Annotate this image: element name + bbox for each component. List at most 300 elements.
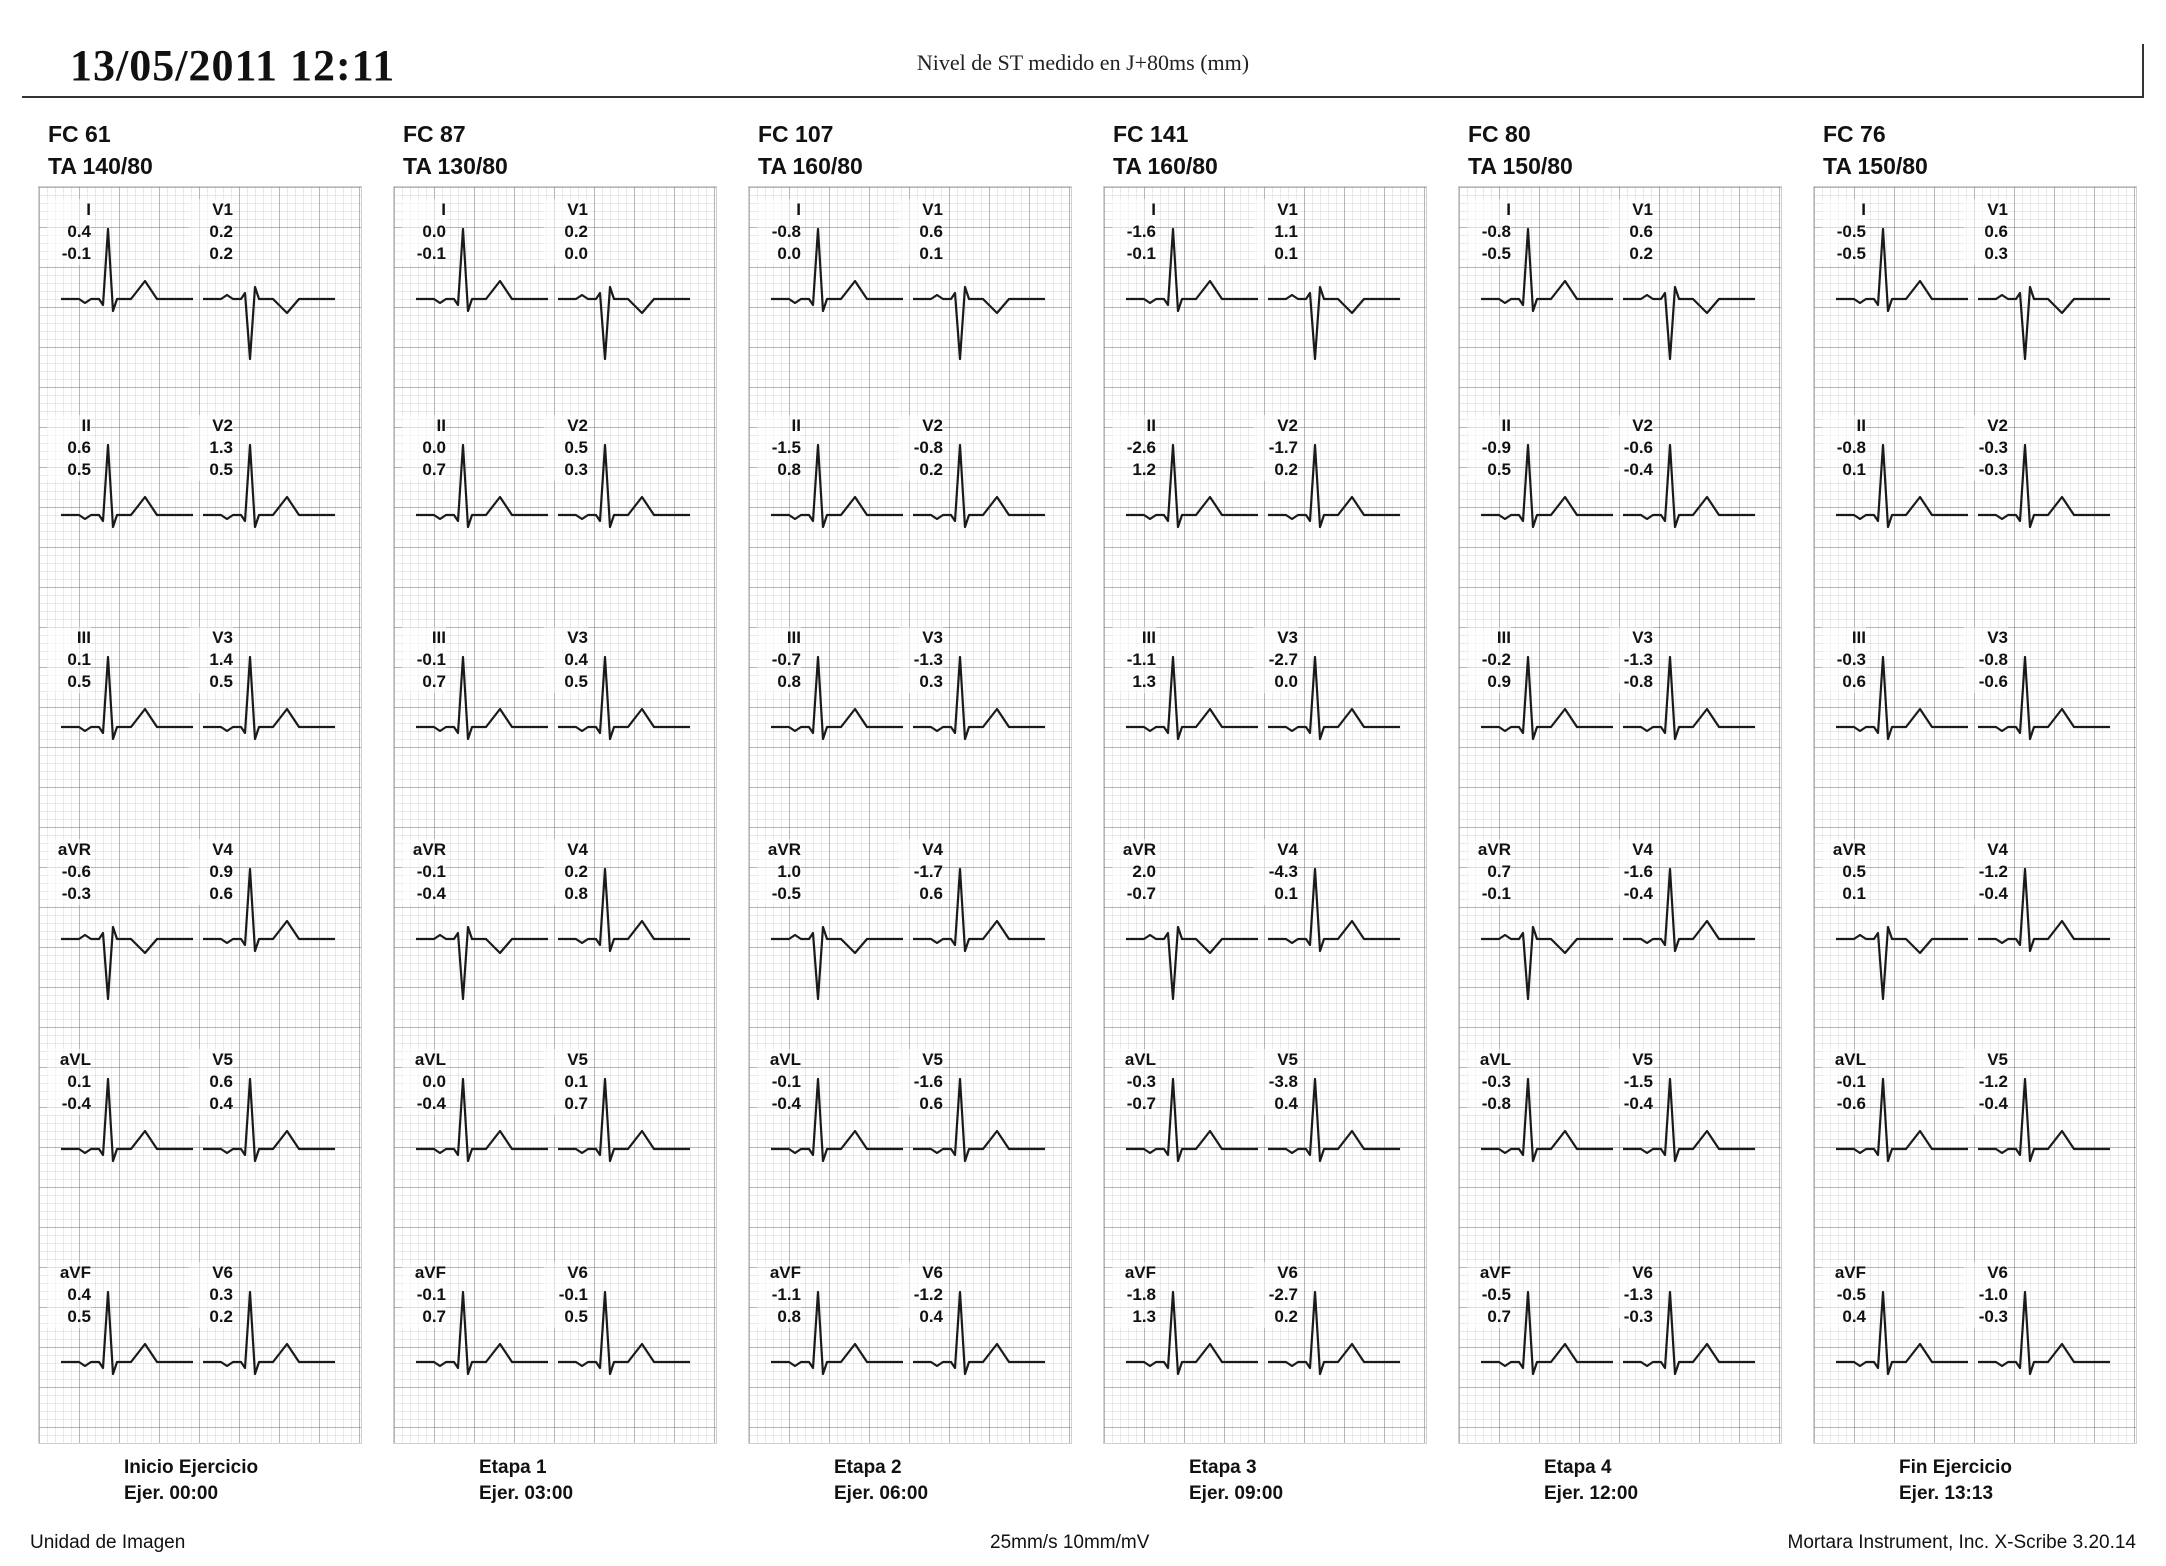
heart-rate-label: FC 76 bbox=[1823, 121, 1886, 147]
lead-ii bbox=[1467, 415, 1511, 481]
lead-i bbox=[47, 199, 91, 265]
lead-v5 bbox=[899, 1049, 943, 1115]
st-value: 0.2 bbox=[209, 244, 233, 263]
st-value: 0.0 bbox=[1274, 672, 1298, 691]
stage-name: Etapa 2 bbox=[834, 1457, 902, 1478]
lead-name: V5 bbox=[1632, 1050, 1653, 1069]
blood-pressure-label: TA 130/80 bbox=[403, 153, 508, 179]
st-value: -0.1 bbox=[771, 1072, 801, 1091]
st-value: -1.5 bbox=[771, 438, 801, 457]
lead-v5 bbox=[1609, 1049, 1653, 1115]
lead-ii bbox=[402, 415, 446, 481]
st-value: -1.1 bbox=[1126, 650, 1156, 669]
lead-name: V2 bbox=[1277, 416, 1298, 435]
lead-v3 bbox=[189, 627, 233, 693]
st-value: -1.2 bbox=[1978, 1072, 2008, 1091]
lead-name: aVF bbox=[1479, 1263, 1511, 1282]
exercise-time: Ejer. 13:13 bbox=[1899, 1483, 1994, 1504]
st-value: 0.7 bbox=[1487, 1307, 1511, 1326]
lead-name: V1 bbox=[1277, 200, 1298, 219]
st-value: -0.6 bbox=[1623, 438, 1653, 457]
st-value: -0.1 bbox=[1836, 1072, 1866, 1091]
st-value: -0.7 bbox=[1126, 1094, 1156, 1113]
heart-rate-label: FC 80 bbox=[1468, 121, 1531, 147]
st-value: 0.1 bbox=[1842, 884, 1866, 903]
lead-name: II bbox=[791, 416, 801, 435]
lead-name: I bbox=[441, 200, 446, 219]
stage-column bbox=[740, 0, 1068, 1566]
st-value: 0.7 bbox=[422, 672, 446, 691]
st-value: -0.1 bbox=[416, 244, 446, 263]
blood-pressure-label: TA 160/80 bbox=[758, 153, 863, 179]
stage-column bbox=[1805, 0, 2133, 1566]
st-value: 0.6 bbox=[67, 438, 91, 457]
lead-v2 bbox=[1609, 415, 1653, 481]
st-value: 1.1 bbox=[1274, 222, 1298, 241]
st-value: 0.5 bbox=[564, 672, 588, 691]
st-value: -0.7 bbox=[771, 650, 801, 669]
lead-avf bbox=[757, 1262, 801, 1328]
lead-avl bbox=[402, 1049, 446, 1115]
lead-v2 bbox=[899, 415, 943, 481]
lead-v6 bbox=[1609, 1262, 1653, 1328]
st-measurement-title: Nivel de ST medido en J+80ms (mm) bbox=[916, 50, 1250, 75]
st-value: -0.2 bbox=[1481, 650, 1511, 669]
lead-avr bbox=[1822, 839, 1866, 905]
st-value: -0.3 bbox=[1481, 1072, 1511, 1091]
st-value: 0.3 bbox=[564, 460, 588, 479]
ecg-grid-panel bbox=[1458, 186, 1782, 1444]
lead-ii bbox=[47, 415, 91, 481]
st-value: 0.2 bbox=[919, 460, 943, 479]
stage-header bbox=[1823, 118, 1928, 182]
lead-name: V3 bbox=[1987, 628, 2008, 647]
st-value: 1.0 bbox=[777, 862, 801, 881]
st-value: 0.2 bbox=[1274, 460, 1298, 479]
ecg-grid-panel bbox=[748, 186, 1072, 1444]
ecg-traces bbox=[39, 187, 361, 1443]
st-value: 0.6 bbox=[919, 222, 943, 241]
lead-v3 bbox=[1254, 627, 1298, 693]
st-value: 0.5 bbox=[67, 460, 91, 479]
stage-header bbox=[1113, 118, 1218, 182]
lead-name: I bbox=[1506, 200, 1511, 219]
st-value: 0.9 bbox=[1487, 672, 1511, 691]
st-value: -0.8 bbox=[1481, 1094, 1511, 1113]
lead-name: V4 bbox=[922, 840, 943, 859]
lead-v2 bbox=[1964, 415, 2008, 481]
st-value: 0.2 bbox=[564, 222, 588, 241]
st-value: 0.5 bbox=[67, 672, 91, 691]
lead-v2 bbox=[544, 415, 588, 481]
heart-rate-label: FC 61 bbox=[48, 121, 111, 147]
lead-v1 bbox=[544, 199, 588, 265]
lead-name: V2 bbox=[567, 416, 588, 435]
lead-v4 bbox=[1609, 839, 1653, 905]
st-value: -0.1 bbox=[558, 1285, 588, 1304]
lead-name: aVL bbox=[1834, 1050, 1866, 1069]
st-value: -1.1 bbox=[771, 1285, 801, 1304]
st-value: 1.3 bbox=[209, 438, 233, 457]
lead-name: V4 bbox=[1987, 840, 2008, 859]
st-value: 0.8 bbox=[777, 672, 801, 691]
lead-i bbox=[1467, 199, 1511, 265]
lead-v5 bbox=[1254, 1049, 1298, 1115]
lead-name: V3 bbox=[567, 628, 588, 647]
lead-v3 bbox=[1609, 627, 1653, 693]
lead-v3 bbox=[899, 627, 943, 693]
stage-column bbox=[1095, 0, 1423, 1566]
ecg-waveform-v1 bbox=[203, 287, 335, 359]
ecg-waveform-v1 bbox=[913, 287, 1045, 359]
heart-rate-label: FC 87 bbox=[403, 121, 466, 147]
st-value: 0.6 bbox=[209, 884, 233, 903]
lead-name: V1 bbox=[567, 200, 588, 219]
lead-name: I bbox=[86, 200, 91, 219]
lead-avl bbox=[1112, 1049, 1156, 1115]
st-value: -0.8 bbox=[1978, 650, 2008, 669]
lead-name: aVL bbox=[1124, 1050, 1156, 1069]
lead-name: V3 bbox=[922, 628, 943, 647]
lead-v1 bbox=[189, 199, 233, 265]
lead-v2 bbox=[189, 415, 233, 481]
exercise-time: Ejer. 00:00 bbox=[124, 1483, 219, 1504]
lead-name: V5 bbox=[1277, 1050, 1298, 1069]
st-value: -1.3 bbox=[1623, 650, 1653, 669]
lead-name: aVF bbox=[414, 1263, 446, 1282]
st-value: 0.8 bbox=[777, 1307, 801, 1326]
lead-avf bbox=[1112, 1262, 1156, 1328]
st-value: 0.1 bbox=[1274, 884, 1298, 903]
lead-name: I bbox=[1861, 200, 1866, 219]
st-value: -0.5 bbox=[1481, 244, 1511, 263]
st-value: 0.4 bbox=[919, 1307, 943, 1326]
st-value: -0.5 bbox=[1836, 244, 1866, 263]
st-value: 0.2 bbox=[1274, 1307, 1298, 1326]
st-value: -0.4 bbox=[416, 1094, 446, 1113]
st-value: -0.8 bbox=[913, 438, 943, 457]
lead-iii bbox=[757, 627, 801, 693]
ecg-waveform-avr bbox=[1126, 927, 1258, 999]
st-value: 0.0 bbox=[564, 244, 588, 263]
lead-name: V1 bbox=[922, 200, 943, 219]
lead-avf bbox=[1467, 1262, 1511, 1328]
stage-name: Etapa 3 bbox=[1189, 1457, 1257, 1478]
blood-pressure-label: TA 150/80 bbox=[1468, 153, 1573, 179]
stage-header bbox=[758, 118, 863, 182]
st-value: -1.7 bbox=[1268, 438, 1298, 457]
lead-v1 bbox=[1964, 199, 2008, 265]
lead-name: V5 bbox=[567, 1050, 588, 1069]
st-value: 1.3 bbox=[1132, 1307, 1156, 1326]
blood-pressure-label: TA 150/80 bbox=[1823, 153, 1928, 179]
lead-name: V6 bbox=[1987, 1263, 2008, 1282]
ecg-traces bbox=[749, 187, 1071, 1443]
ecg-waveform-avr bbox=[1481, 927, 1613, 999]
ecg-traces bbox=[1814, 187, 2136, 1443]
lead-ii bbox=[757, 415, 801, 481]
lead-iii bbox=[47, 627, 91, 693]
st-value: 0.5 bbox=[564, 438, 588, 457]
st-value: -0.8 bbox=[1481, 222, 1511, 241]
lead-name: I bbox=[1151, 200, 1156, 219]
lead-name: V4 bbox=[1277, 840, 1298, 859]
stage-footer bbox=[834, 1455, 928, 1507]
lead-name: V2 bbox=[1632, 416, 1653, 435]
st-value: -0.7 bbox=[1126, 884, 1156, 903]
lead-v1 bbox=[1254, 199, 1298, 265]
lead-i bbox=[1822, 199, 1866, 265]
lead-avl bbox=[47, 1049, 91, 1115]
st-value: 0.0 bbox=[777, 244, 801, 263]
st-value: 0.7 bbox=[564, 1094, 588, 1113]
st-value: -0.3 bbox=[1126, 1072, 1156, 1091]
lead-name: aVR bbox=[767, 840, 801, 859]
ecg-waveform-avr bbox=[1836, 927, 1968, 999]
st-value: -1.7 bbox=[913, 862, 943, 881]
st-value: 0.1 bbox=[564, 1072, 588, 1091]
st-value: -0.8 bbox=[1836, 438, 1866, 457]
st-value: 0.3 bbox=[209, 1285, 233, 1304]
blood-pressure-label: TA 160/80 bbox=[1113, 153, 1218, 179]
st-value: -1.3 bbox=[1623, 1285, 1653, 1304]
stage-header bbox=[403, 118, 508, 182]
lead-name: aVR bbox=[57, 840, 91, 859]
lead-iii bbox=[1112, 627, 1156, 693]
st-value: 1.4 bbox=[209, 650, 233, 669]
st-value: 1.2 bbox=[1132, 460, 1156, 479]
lead-name: I bbox=[796, 200, 801, 219]
st-value: 0.5 bbox=[67, 1307, 91, 1326]
lead-avr bbox=[757, 839, 801, 905]
lead-name: II bbox=[81, 416, 91, 435]
st-value: 0.3 bbox=[919, 672, 943, 691]
st-value: -2.7 bbox=[1268, 1285, 1298, 1304]
st-value: -0.6 bbox=[61, 862, 91, 881]
lead-name: aVF bbox=[1124, 1263, 1156, 1282]
st-value: -0.1 bbox=[1481, 884, 1511, 903]
st-value: 0.4 bbox=[564, 650, 588, 669]
heart-rate-label: FC 107 bbox=[758, 121, 834, 147]
st-value: 0.7 bbox=[422, 1307, 446, 1326]
stage-column bbox=[30, 0, 358, 1566]
st-value: 0.4 bbox=[67, 1285, 91, 1304]
st-value: -0.4 bbox=[416, 884, 446, 903]
st-value: 0.2 bbox=[209, 1307, 233, 1326]
st-value: 0.5 bbox=[1487, 460, 1511, 479]
st-value: 0.6 bbox=[209, 1072, 233, 1091]
ecg-waveform-v1 bbox=[1268, 287, 1400, 359]
st-value: -1.3 bbox=[913, 650, 943, 669]
lead-avl bbox=[1467, 1049, 1511, 1115]
st-value: 0.6 bbox=[1842, 672, 1866, 691]
st-value: -0.5 bbox=[771, 884, 801, 903]
ecg-traces bbox=[394, 187, 716, 1443]
st-value: -1.5 bbox=[1623, 1072, 1653, 1091]
lead-name: V5 bbox=[1987, 1050, 2008, 1069]
st-value: 0.3 bbox=[1984, 244, 2008, 263]
lead-v5 bbox=[544, 1049, 588, 1115]
ecg-waveform-avr bbox=[416, 927, 548, 999]
st-value: -0.3 bbox=[1978, 438, 2008, 457]
st-value: -0.4 bbox=[1623, 884, 1653, 903]
st-value: 0.2 bbox=[564, 862, 588, 881]
exercise-time: Ejer. 12:00 bbox=[1544, 1483, 1639, 1504]
lead-name: II bbox=[1146, 416, 1156, 435]
st-value: -0.1 bbox=[416, 1285, 446, 1304]
lead-v3 bbox=[1964, 627, 2008, 693]
lead-v5 bbox=[1964, 1049, 2008, 1115]
lead-v1 bbox=[1609, 199, 1653, 265]
lead-iii bbox=[1822, 627, 1866, 693]
stage-name: Inicio Ejercicio bbox=[124, 1457, 259, 1478]
lead-name: V1 bbox=[1987, 200, 2008, 219]
exercise-time: Ejer. 09:00 bbox=[1189, 1483, 1284, 1504]
st-value: 0.0 bbox=[422, 438, 446, 457]
st-value: 0.5 bbox=[209, 672, 233, 691]
lead-ii bbox=[1822, 415, 1866, 481]
lead-v6 bbox=[544, 1262, 588, 1328]
st-value: -1.2 bbox=[1978, 862, 2008, 881]
ecg-grid-panel bbox=[393, 186, 717, 1444]
st-value: -0.3 bbox=[61, 884, 91, 903]
report-datetime: 13/05/2011 12:11 bbox=[70, 41, 396, 90]
lead-name: aVL bbox=[769, 1050, 801, 1069]
st-value: -0.4 bbox=[1978, 1094, 2008, 1113]
lead-v6 bbox=[899, 1262, 943, 1328]
lead-name: III bbox=[1496, 628, 1511, 647]
lead-i bbox=[402, 199, 446, 265]
ecg-waveform-v1 bbox=[1978, 287, 2110, 359]
footer-device: Mortara Instrument, Inc. X-Scribe 3.20.14 bbox=[1787, 1532, 2136, 1553]
lead-name: V1 bbox=[1632, 200, 1653, 219]
st-value: -1.8 bbox=[1126, 1285, 1156, 1304]
st-value: -0.8 bbox=[771, 222, 801, 241]
lead-name: III bbox=[786, 628, 801, 647]
lead-v4 bbox=[544, 839, 588, 905]
st-value: -0.5 bbox=[1836, 1285, 1866, 1304]
lead-avl bbox=[757, 1049, 801, 1115]
st-value: -0.6 bbox=[1836, 1094, 1866, 1113]
lead-v2 bbox=[1254, 415, 1298, 481]
st-value: 0.6 bbox=[1984, 222, 2008, 241]
lead-avr bbox=[1112, 839, 1156, 905]
st-value: 0.0 bbox=[422, 222, 446, 241]
ecg-waveform-avr bbox=[771, 927, 903, 999]
st-value: 0.1 bbox=[67, 1072, 91, 1091]
ecg-waveform-v1 bbox=[558, 287, 690, 359]
lead-v4 bbox=[899, 839, 943, 905]
lead-name: aVR bbox=[412, 840, 446, 859]
st-value: 0.4 bbox=[1842, 1307, 1866, 1326]
st-value: 0.6 bbox=[919, 1094, 943, 1113]
st-value: 0.7 bbox=[422, 460, 446, 479]
st-value: 0.6 bbox=[1629, 222, 1653, 241]
st-value: -0.1 bbox=[416, 862, 446, 881]
st-value: 0.5 bbox=[209, 460, 233, 479]
lead-name: II bbox=[436, 416, 446, 435]
ecg-traces bbox=[1459, 187, 1781, 1443]
exercise-time: Ejer. 03:00 bbox=[479, 1483, 574, 1504]
st-value: -1.6 bbox=[1623, 862, 1653, 881]
st-value: -0.1 bbox=[1126, 244, 1156, 263]
st-value: -0.4 bbox=[1623, 1094, 1653, 1113]
st-value: 0.2 bbox=[209, 222, 233, 241]
st-value: 0.1 bbox=[1842, 460, 1866, 479]
st-value: 2.0 bbox=[1132, 862, 1156, 881]
lead-i bbox=[757, 199, 801, 265]
lead-name: aVL bbox=[1479, 1050, 1511, 1069]
lead-name: aVR bbox=[1122, 840, 1156, 859]
ecg-grid-panel bbox=[38, 186, 362, 1444]
ecg-waveform-v1 bbox=[1623, 287, 1755, 359]
lead-name: aVF bbox=[59, 1263, 91, 1282]
stage-name: Fin Ejercicio bbox=[1899, 1457, 2012, 1478]
lead-name: III bbox=[431, 628, 446, 647]
lead-v6 bbox=[189, 1262, 233, 1328]
stage-header bbox=[48, 118, 153, 182]
stage-header bbox=[1468, 118, 1573, 182]
lead-name: V3 bbox=[1632, 628, 1653, 647]
st-value: -1.2 bbox=[913, 1285, 943, 1304]
lead-avr bbox=[402, 839, 446, 905]
ecg-grid-panel bbox=[1813, 186, 2137, 1444]
st-value: -0.3 bbox=[1836, 650, 1866, 669]
lead-v4 bbox=[189, 839, 233, 905]
blood-pressure-label: TA 140/80 bbox=[48, 153, 153, 179]
lead-name: V6 bbox=[567, 1263, 588, 1282]
lead-name: V2 bbox=[922, 416, 943, 435]
lead-v6 bbox=[1964, 1262, 2008, 1328]
lead-v6 bbox=[1254, 1262, 1298, 1328]
st-value: 0.7 bbox=[1487, 862, 1511, 881]
st-value: -1.0 bbox=[1978, 1285, 2008, 1304]
st-value: -0.4 bbox=[1978, 884, 2008, 903]
st-value: -0.3 bbox=[1978, 1307, 2008, 1326]
lead-avf bbox=[1822, 1262, 1866, 1328]
ecg-waveform-avr bbox=[61, 927, 193, 999]
st-value: 0.0 bbox=[422, 1072, 446, 1091]
lead-name: V4 bbox=[212, 840, 233, 859]
lead-iii bbox=[1467, 627, 1511, 693]
stage-footer bbox=[1899, 1455, 2012, 1507]
lead-name: V3 bbox=[212, 628, 233, 647]
lead-iii bbox=[402, 627, 446, 693]
header-corner-line bbox=[2142, 44, 2144, 97]
st-value: 0.8 bbox=[777, 460, 801, 479]
st-value: -0.4 bbox=[1623, 460, 1653, 479]
st-value: 0.4 bbox=[1274, 1094, 1298, 1113]
lead-v1 bbox=[899, 199, 943, 265]
st-value: 0.5 bbox=[564, 1307, 588, 1326]
st-value: -0.1 bbox=[61, 244, 91, 263]
st-value: 0.1 bbox=[67, 650, 91, 669]
lead-name: aVL bbox=[59, 1050, 91, 1069]
footer-unit-label: Unidad de Imagen bbox=[30, 1532, 186, 1553]
lead-v5 bbox=[189, 1049, 233, 1115]
lead-name: aVF bbox=[1834, 1263, 1866, 1282]
lead-name: V1 bbox=[212, 200, 233, 219]
st-value: -0.4 bbox=[771, 1094, 801, 1113]
stage-footer bbox=[124, 1455, 258, 1507]
lead-avr bbox=[1467, 839, 1511, 905]
lead-name: aVR bbox=[1832, 840, 1866, 859]
stage-footer bbox=[1189, 1455, 1283, 1507]
st-value: -1.6 bbox=[913, 1072, 943, 1091]
lead-name: V6 bbox=[1632, 1263, 1653, 1282]
lead-name: V2 bbox=[212, 416, 233, 435]
st-value: 0.4 bbox=[67, 222, 91, 241]
